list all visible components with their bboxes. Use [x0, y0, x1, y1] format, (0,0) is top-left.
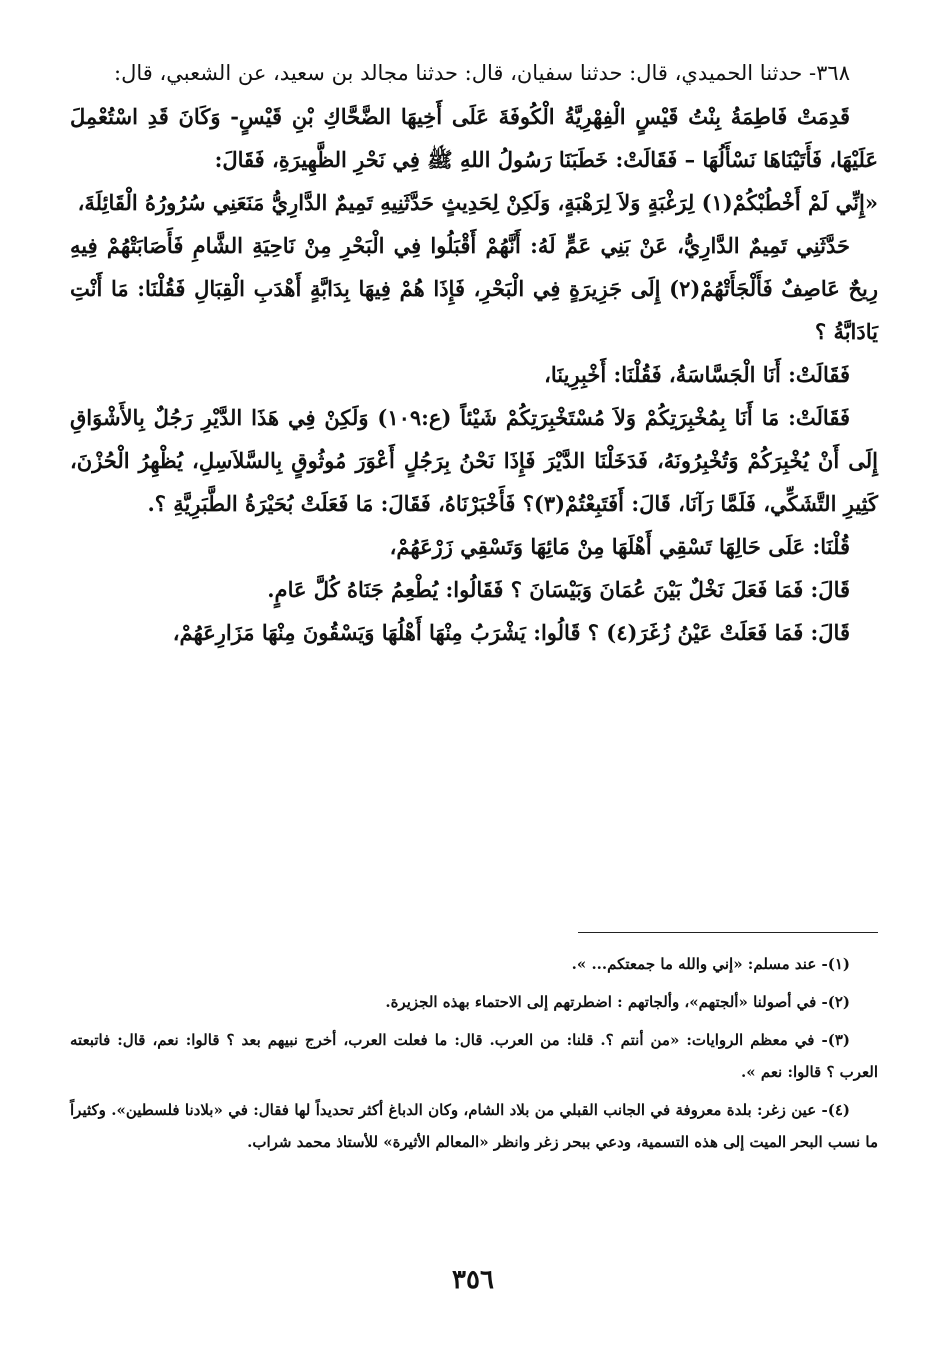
paragraph-5: فَقَالَتْ: مَا أَنَا بِمُخْبِرَتِكُمْ وَلاَ مُسْتَخْبِرَتِكُمْ شَيْئاً (ع:١٠٩) وَلَكِنْ فِي هَذَا الدَّيْرِ رَجُلٌ بِالأَشْوَاقِ إِلَى أَنْ يُخْبِرَكُمْ وَتُخْبِرُونَهُ، فَدَخَلْنَا الدَّيْرَ فَإِذَا نَحْنُ بِرَجُلٍ أَعْوَرَ مُوثُوقٍ بِالسَّلاَسِلِ، يُظْهِرُ الْحُزْنَ، كَثِيرِ التَّشَكِّي، فَلَمَّا رَآنَا، قَالَ: أَفَتَبِعْتُمْ(٣)؟ فَأَخْبَرْنَاهُ، فَقَالَ: مَا فَعَلَتْ بُحَيْرَةُ الطَّبَرِيَّةِ ؟. [70, 405, 878, 516]
hadith-isnad: ٣٦٨- حدثنا الحميدي، قال: حدثنا سفيان، قال: حدثنا مجالد بن سعيد، عن الشعبي، قال: [114, 61, 850, 85]
paragraph-2: «إِنِّي لَمْ أَخْطُبْكُمْ(١) لِرَغْبَةٍ وَلاَ لِرَهْبَةٍ، وَلَكِنْ لِحَدِيثٍ حَدَّثَنِيهِ تَمِيمٌ الدَّارِيُّ مَنَعَنِي سُرُورُهُ الْقَائِلَةَ، [77, 190, 878, 215]
paragraph-6: قُلْنَا: عَلَى حَالِهَا تَسْقِي أَهْلَهَا مِنْ مَائِهَا وَتَسْقِي زَرْعَهُمْ، [389, 534, 850, 559]
footnote-3: (٣)- في معظم الروايات: «من أنتم ؟. قلنا: من العرب. قال: ما فعلت العرب، أخرج نبيهم بعد ؟ قالوا: نعم، قال: فاتبعته العرب ؟ قالوا: نعم ». [70, 1031, 878, 1081]
paragraph-4: فَقَالَتْ: أَنَا الْجَسَّاسَةُ، فَقُلْنَا: أَخْبِرِينَا، [544, 362, 850, 387]
paragraph-8: قَالَ: فَمَا فَعَلَتْ عَيْنُ زُغَرَ(٤) ؟ قَالُوا: يَشْرَبُ مِنْهَا أَهْلُهَا وَيَسْقُونَ مِنْهَا مَزَارِعَهُمْ، [172, 620, 850, 645]
paragraph-7: قَالَ: فَمَا فَعَلَ نَخْلٌ بَيْنَ عُمَانَ وَبَيْسَانَ ؟ فَقَالُوا: يُطْعِمُ جَنَاهُ كُلَّ عَامٍ. [267, 577, 850, 602]
footnote-4: (٤)- عين زغر: بلدة معروفة في الجانب القبلي من بلاد الشام، وكان الدباغ أكثر تحديداً لها فقال: في «بلادنا فلسطين». وكثيراً ما نسب البحر الميت إلى هذه التسمية، ودعي ببحر زغر وانظر «المعالم الأثيرة» للأستاذ محمد شراب. [70, 1101, 878, 1151]
footnote-divider [578, 932, 878, 933]
footnotes [70, 948, 878, 1164]
paragraph-3: حَدَّثَنِي تَمِيمٌ الدَّارِيُّ، عَنْ بَنِي عَمٍّ لَهُ: أَنَّهُمْ أَقْبَلُوا فِي الْبَحْرِ مِنْ نَاحِيَةِ الشَّامِ فَأَصَابَتْهُمْ فِيهِ رِيحٌ عَاصِفٌ فَأَلْجَأَتْهُمْ(٢) إِلَى جَزِيرَةٍ فِي الْبَحْرِ، فَإِذَا هُمْ فِيهَا بِدَابَّةٍ أَهْدَبِ الْقِبَالِ فَقُلْنَا: مَا أَنْتِ يَادَابَّةُ ؟ [70, 233, 879, 344]
page-number: ٣٥٦ [452, 1265, 494, 1295]
paragraph-1: قَدِمَتْ فَاطِمَةُ بِنْتُ قَيْسٍ الْفِهْرِيَّةُ الْكُوفَةَ عَلَى أَخِيهَا الضَّحَّاكِ بْنِ قَيْسٍ- وَكَانَ قَدِ اسْتُعْمِلَ عَلَيْهَا، فَأَتَيْنَاهَا نَسْأَلُهَا – فَقَالَتْ: خَطَبَنَا رَسُولُ اللهِ ﷺ فِي نَحْرِ الظَّهِيرَةِ، فَقَالَ: [70, 104, 878, 172]
footnote-1: (١)- عند مسلم: «إني والله ما جمعتكم... ». [571, 955, 850, 973]
main-text [70, 52, 878, 654]
footnote-2: (٢)- في أصولنا «ألجتهم»، وألجاتهم : اضطرتهم إلى الاحتماء بهذه الجزيرة. [385, 993, 850, 1011]
